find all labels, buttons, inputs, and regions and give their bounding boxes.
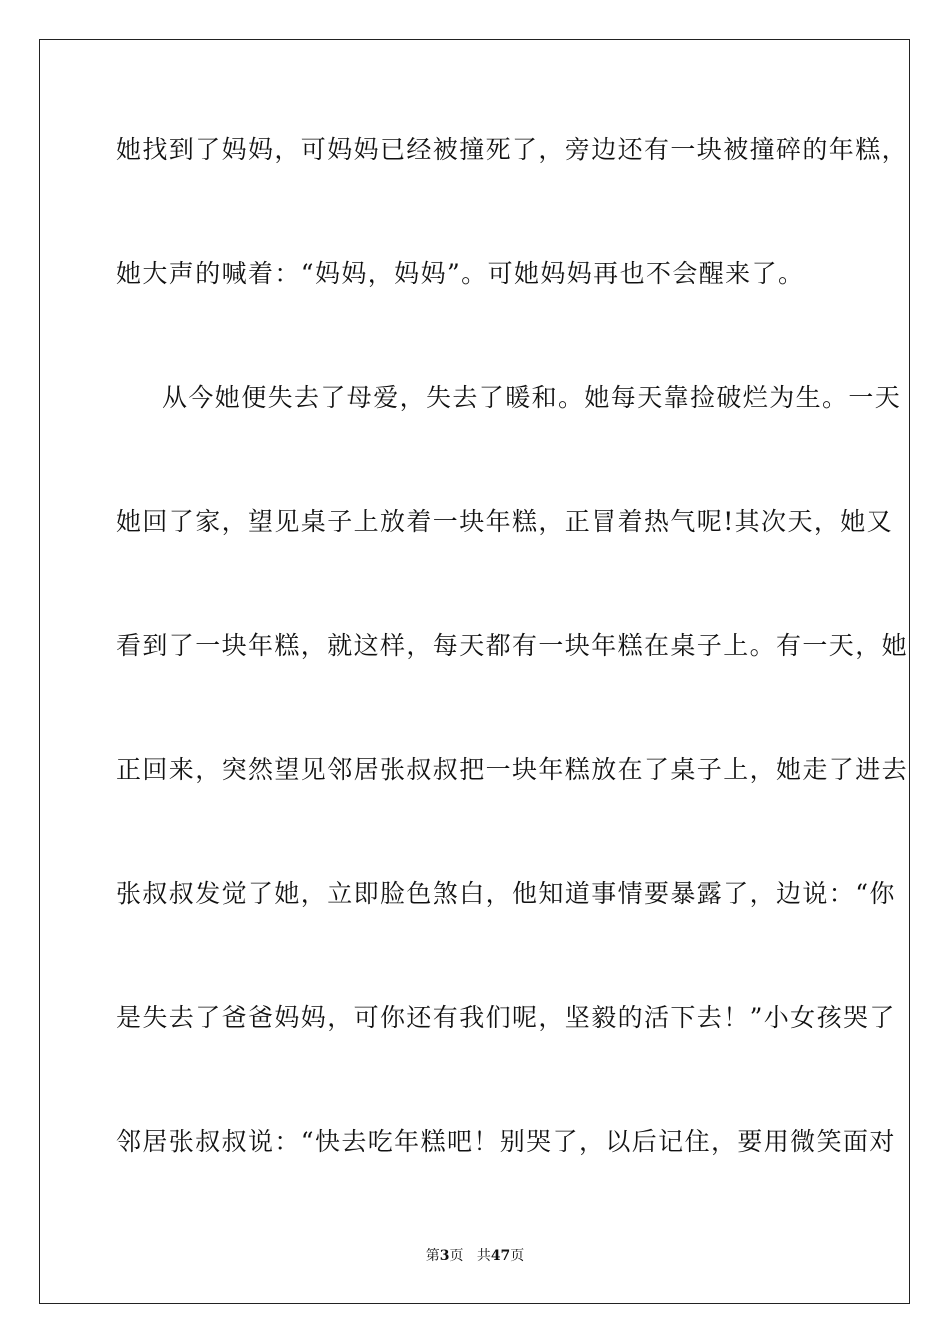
paragraph-line-3: 从今她便失去了母爱，失去了暖和。她每天靠捡破烂为生。一天 (162, 383, 902, 412)
paragraph-line-7: 张叔叔发觉了她，立即脸色煞白，他知道事情要暴露了，边说：“你 (116, 879, 896, 908)
page-border (39, 39, 910, 1304)
page-footer (0, 1247, 950, 1265)
page-suffix: 页 (449, 1248, 464, 1264)
paragraph-line-6: 正回来，突然望见邻居张叔叔把一块年糕放在了桌子上，她走了进去 (116, 755, 909, 784)
paragraph-line-2: 她大声的喊着：“妈妈，妈妈”。可她妈妈再也不会醒来了。 (116, 259, 805, 288)
total-suffix: 页 (510, 1248, 525, 1264)
total-prefix: 共 (476, 1248, 491, 1264)
paragraph-line-9: 邻居张叔叔说：“快去吃年糕吧！别哭了，以后记住，要用微笑面对 (116, 1127, 896, 1156)
page-prefix: 第 (425, 1248, 440, 1264)
paragraph-line-1: 她找到了妈妈，可妈妈已经被撞死了，旁边还有一块被撞碎的年糕， (116, 135, 909, 164)
paragraph-line-4: 她回了家，望见桌子上放着一块年糕，正冒着热气呢!其次天，她又 (116, 507, 894, 536)
paragraph-line-5: 看到了一块年糕，就这样，每天都有一块年糕在桌子上。有一天，她 (116, 631, 909, 660)
page-number: 3 (439, 1248, 450, 1264)
paragraph-line-8: 是失去了爸爸妈妈，可你还有我们呢，坚毅的活下去！”小女孩哭了 (116, 1003, 896, 1032)
total-pages: 47 (490, 1248, 511, 1264)
